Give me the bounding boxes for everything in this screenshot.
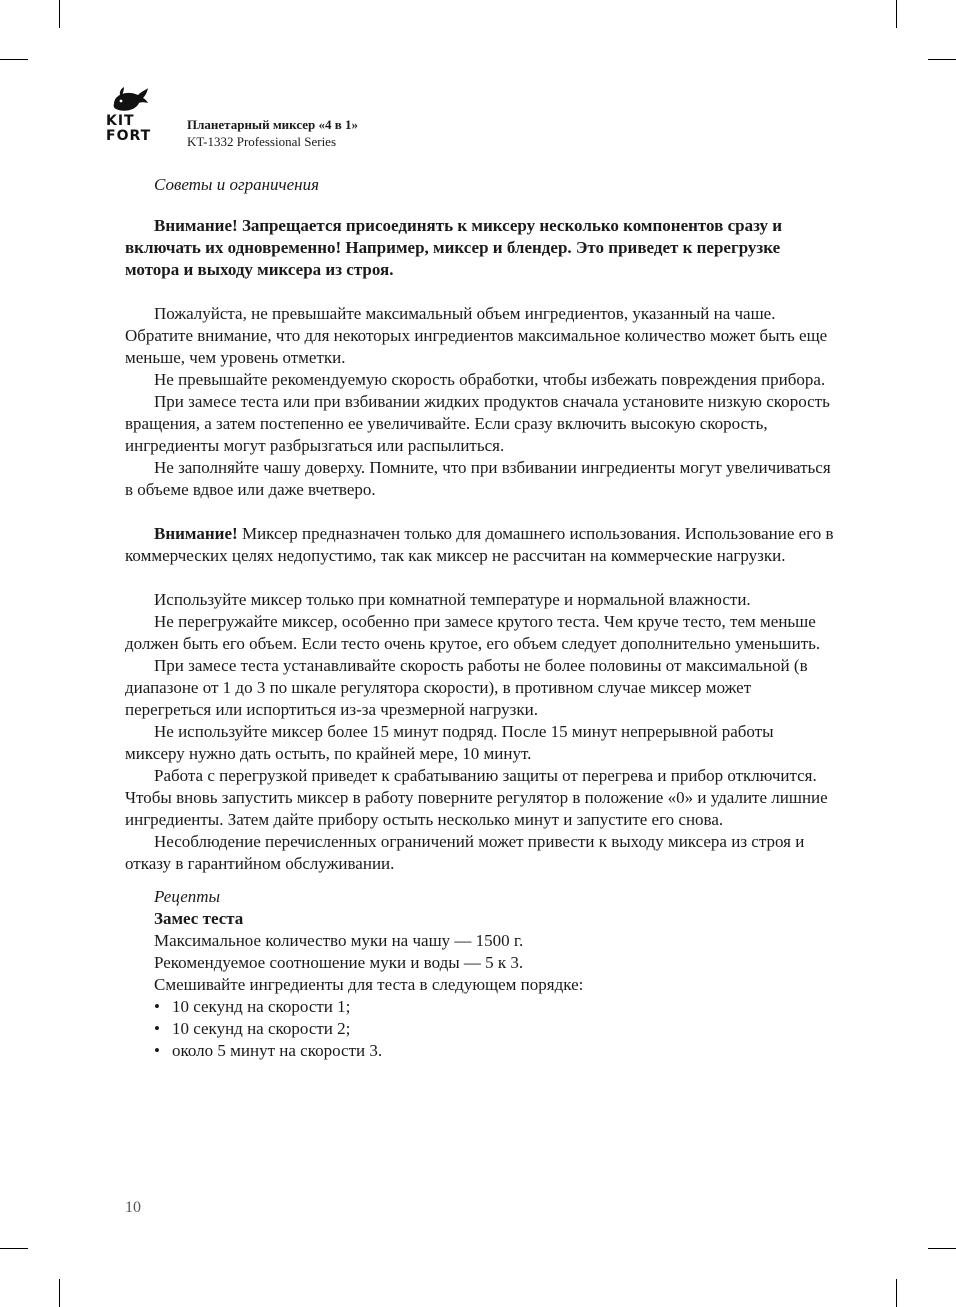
document-header xyxy=(187,116,358,150)
brand-logo xyxy=(106,86,170,144)
bullet-marker: • xyxy=(154,1041,160,1060)
crop-mark xyxy=(896,0,897,28)
paragraph: При замесе теста или при взбивании жидких продуктов сначала установите низкую скорость вращения, а затем постепенно ее увеличивайте. Если сразу включить высокую скорость, ингредиенты могут разбрызгаться или распылиться. xyxy=(125,392,830,455)
list-item xyxy=(154,1040,837,1062)
paragraph: При замесе теста устанавливайте скорость работы не более половины от максимальной (в диапазоне от 1 до 3 по шкале регулятора скорости), в противном случае миксер может перегреться или испортиться из-за чрезмерной нагрузки. xyxy=(125,656,808,719)
crop-mark xyxy=(59,1279,60,1307)
notice-text: Миксер предназначен только для домашнего использования. Использование его в коммерческих целях недопустимо, так как миксер не рассчитан на коммерческие нагрузки. xyxy=(125,524,834,565)
paragraph: Пожалуйста, не превышайте максимальный объем ингредиентов, указанный на чаше. Обратите внимание, что для некоторых ингредиентов максимальное количество может быть еще меньше, чем уровень отметки. xyxy=(125,304,828,367)
paragraph: Не превышайте рекомендуемую скорость обработки, чтобы избежать повреждения прибора. xyxy=(154,370,826,389)
warning-text: Внимание! Запрещается присоединять к миксеру несколько компонентов сразу и включать их одновременно! Например, миксер и блендер. Это приведет к перегрузке мотора и выходу миксера из строя. xyxy=(125,216,783,279)
section-title-recipes: Рецепты xyxy=(154,887,221,906)
crop-mark xyxy=(0,59,28,60)
paragraph: Не перегружайте миксер, особенно при замесе крутого теста. Чем круче тесто, тем меньше должен быть его объем. Если тесто очень крутое, его объем следует дополнительно уменьшить. xyxy=(125,612,821,653)
crop-mark xyxy=(928,59,956,60)
paragraph: Не используйте миксер более 15 минут подряд. После 15 минут непрерывной работы миксеру нужно дать остыть, по крайней мере, 10 минут. xyxy=(125,722,774,763)
list-item xyxy=(154,1018,837,1040)
paragraph: Несоблюдение перечисленных ограничений может привести к выходу миксера из строя и отказу в гарантийном обслуживании. xyxy=(125,832,805,873)
recipe-title: Замес теста xyxy=(154,909,244,928)
recipe-line: Рекомендуемое соотношение муки и воды — 5 к 3. xyxy=(154,953,524,972)
list-item xyxy=(154,996,837,1018)
brand-name-line2: FORT xyxy=(106,128,152,144)
list-item-text: 10 секунд на скорости 1; xyxy=(172,997,351,1016)
crop-mark xyxy=(0,1248,28,1249)
header-title: Планетарный миксер «4 в 1» xyxy=(187,117,359,132)
paragraph: Работа с перегрузкой приведет к срабатыванию защиты от перегрева и прибор отключится. Чтобы вновь запустить миксер в работу поверните регулятор в положение «0» и удалите лишние ингредиенты. Затем дайте прибору остыть несколько минут и запустите его снова. xyxy=(125,766,828,829)
recipe-line: Максимальное количество муки на чашу — 1500 г. xyxy=(154,931,524,950)
crop-mark xyxy=(59,0,60,28)
notice-paragraph xyxy=(125,523,837,567)
bullet-marker: • xyxy=(154,1019,160,1038)
crop-mark xyxy=(928,1248,956,1249)
page-number: 10 xyxy=(125,1199,141,1216)
crop-mark xyxy=(896,1279,897,1307)
recipe-line: Смешивайте ингредиенты для теста в следующем порядке: xyxy=(154,975,584,994)
paragraph: Не заполняйте чашу доверху. Помните, что при взбивании ингредиенты могут увеличиваться в объеме вдвое или даже вчетверо. xyxy=(125,458,831,499)
paragraph: Используйте миксер только при комнатной температуре и нормальной влажности. xyxy=(154,590,751,609)
header-subtitle: KT-1332 Professional Series xyxy=(187,134,337,149)
page-content xyxy=(125,174,837,1062)
list-item-text: около 5 минут на скорости 3. xyxy=(172,1041,383,1060)
whale-icon xyxy=(110,86,150,114)
bullet-marker: • xyxy=(154,997,160,1016)
section-title-tips: Советы и ограничения xyxy=(154,175,320,194)
brand-name-line1: KIT xyxy=(106,113,135,129)
list-item-text: 10 секунд на скорости 2; xyxy=(172,1019,351,1038)
notice-label: Внимание! xyxy=(154,524,238,543)
